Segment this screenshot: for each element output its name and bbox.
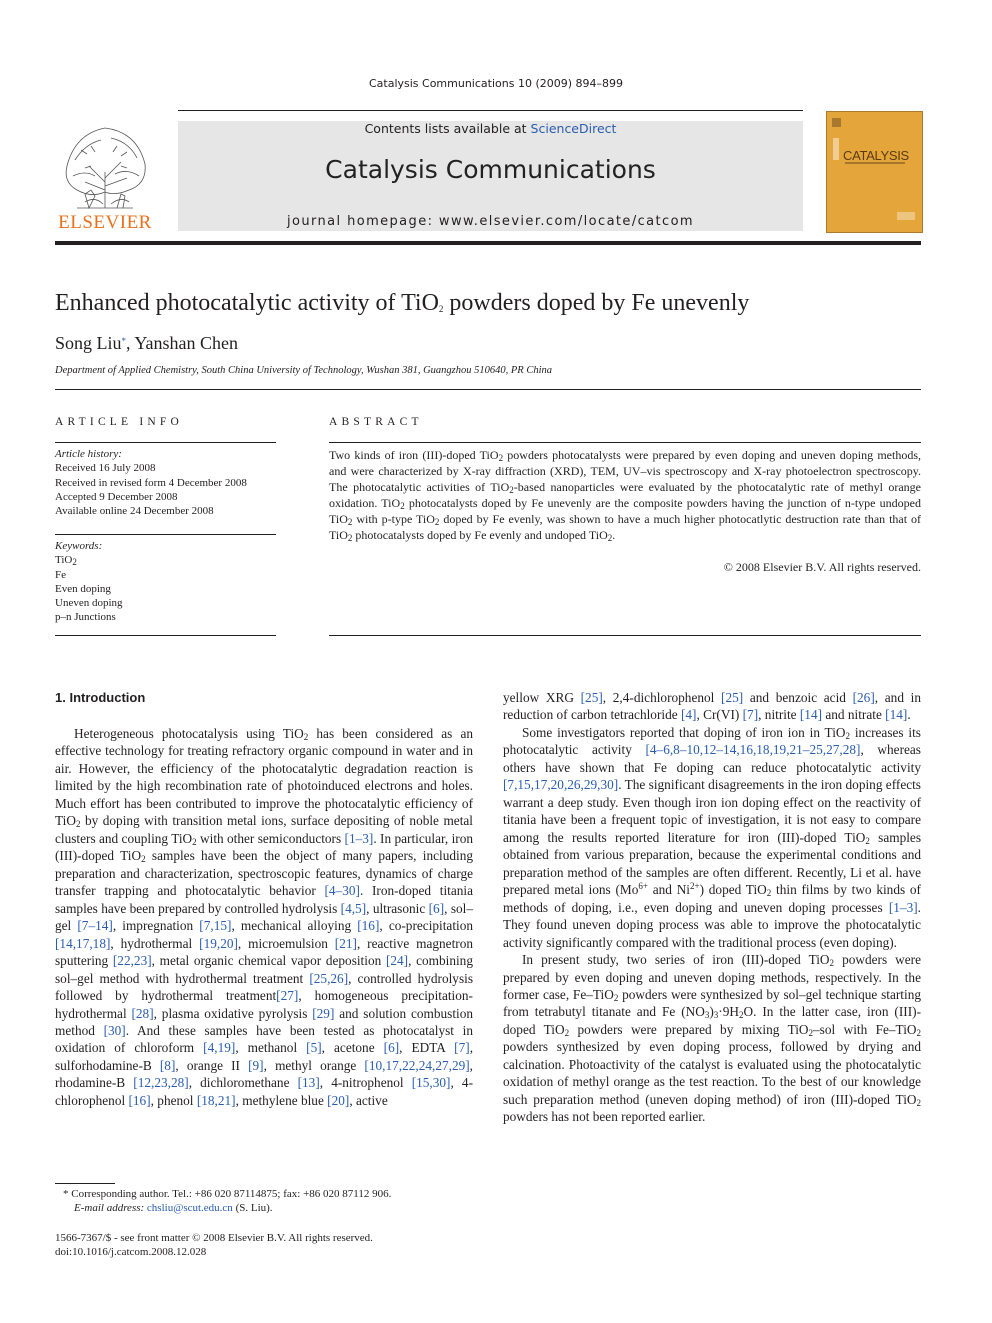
citation-link[interactable]: [15,30]	[411, 1075, 451, 1091]
article-history	[55, 447, 276, 518]
keyword: Even doping	[55, 582, 111, 595]
citation-link[interactable]: [7]	[742, 707, 759, 723]
history-item: Available online 24 December 2008	[55, 505, 214, 518]
keyword: TiO$_2$	[55, 554, 77, 568]
citation-link[interactable]: [16]	[357, 918, 380, 934]
article-info-heading: ARTICLE INFO	[55, 416, 183, 428]
keyword: Fe	[55, 568, 66, 581]
divider	[55, 635, 276, 636]
citation-link[interactable]: [30]	[103, 1022, 126, 1038]
contents-prefix: Contents lists available at	[364, 121, 531, 136]
divider	[55, 389, 921, 390]
article-title: Enhanced photocatalytic activity of TiO$_2$ powders doped by Fe unevenly	[55, 290, 750, 316]
citation-link[interactable]: [25]	[580, 690, 603, 705]
header-rule	[178, 110, 803, 111]
citation-link[interactable]: [26]	[852, 690, 875, 705]
citation-link[interactable]: [10,17,22,24,27,29]	[364, 1057, 470, 1073]
keyword: p–n Junctions	[55, 611, 116, 624]
corresponding-author-mark[interactable]: *	[121, 336, 127, 346]
divider	[55, 442, 276, 443]
body-paragraph: In present study, two series of iron (III)-doped TiO$_2$ powders were prepared by even doping and uneven doping methods, respectively. In the former case, Fe–TiO$_2$ powders were synthesized by sol–gel technique starting from tetrabutyl titanate and Fe $(NO_3)_3\cdot 9H_2O$. In the latter case, iron (III)-doped TiO$_2$ powders were prepared by mixing TiO$_2$–sol with Fe–TiO$_2$ powders synthesized by even doping process, followed by drying and calcination. Photoactivity of the catalyst is evaluated using the photocatalytic oxidation of methyl orange as the test reaction. To the best of our knowledge such preparation method (uneven doping method) of iron (III)-doped TiO$_2$ powders has not been reported earlier.	[503, 952, 922, 1125]
header-thick-rule	[55, 241, 921, 245]
divider	[55, 534, 276, 535]
author-name: Song Liu	[55, 333, 122, 353]
body-left-column	[55, 689, 473, 1109]
citation-link[interactable]: [1–3]	[888, 899, 918, 915]
citation-link[interactable]: [27]	[276, 988, 299, 1004]
citation-link[interactable]: [20]	[327, 1092, 350, 1108]
email-link[interactable]: chsliu@scut.edu.cn	[146, 1202, 233, 1214]
divider	[329, 442, 921, 443]
citation-link[interactable]: [9]	[248, 1057, 264, 1073]
cover-title: CATALYSIS	[843, 148, 909, 163]
footnote	[55, 1187, 475, 1215]
abstract-text: Two kinds of iron (III)-doped TiO$_2$ powders photocatalysts were prepared by even doping and uneven doping methods, and were characterized by X-ray diffraction (XRD), TEM, UV–vis spectroscopy and X-ray photoelectron spectroscopy. The photocatalytic activities of TiO$_2$-based nanoparticles were evaluated by the photocatalytic rate of methyl orange oxidation. TiO$_2$ photocatalysts doped by Fe unevenly are the composite powders having the junction of n-type undoped TiO$_2$ with p-type TiO$_2$ doped by Fe evenly, was shown to have a much higher photocatlytic destruction rate than that of TiO$_2$ photocatalysts doped by Fe evenly and undoped TiO$_2$.	[329, 448, 921, 544]
article-authors: Song Liu*, Yanshan Chen	[55, 333, 239, 353]
doi-line[interactable]: doi:10.1016/j.catcom.2008.12.028	[55, 1246, 207, 1258]
citation-link[interactable]: [6]	[383, 1040, 400, 1056]
author-name: Yanshan Chen	[134, 333, 239, 353]
journal-homepage-link[interactable]: journal homepage: www.elsevier.com/locate/catcom	[287, 214, 694, 229]
journal-masthead	[178, 121, 803, 231]
citation-link[interactable]: [22,23]	[112, 953, 152, 969]
section-heading: 1. Introduction	[55, 690, 146, 705]
citation-link[interactable]: [4,5]	[340, 900, 367, 916]
affiliation: Department of Applied Chemistry, South China University of Technology, Wushan 381, Guangzhou 510640, PR China	[55, 365, 552, 376]
citation-link[interactable]: [28]	[131, 1005, 154, 1021]
citation-link[interactable]: [4–6,8–10,12–14,16,18,19,21–25,27,28]	[645, 742, 861, 758]
body-paragraph: yellow XRG [25], 2,4-dichlorophenol [25] and benzoic acid [26], and in reduction of carbon tetrachloride [4], Cr(VI) [7], nitrite [14] and nitrate [14].	[503, 690, 921, 723]
citation-link[interactable]: [29]	[312, 1005, 335, 1021]
citation-link[interactable]: [4–30]	[324, 883, 360, 899]
citation-link[interactable]: [7,15,17,20,26,29,30]	[503, 777, 619, 793]
citation-link[interactable]: [25,26]	[309, 970, 349, 986]
abstract-heading: ABSTRACT	[329, 416, 423, 428]
journal-cover-image	[826, 111, 923, 233]
citation-link[interactable]: [16]	[128, 1092, 151, 1108]
history-item: Accepted 9 December 2008	[55, 490, 178, 503]
divider	[329, 635, 921, 636]
citation-link[interactable]: [4,19]	[203, 1040, 236, 1056]
corresponding-author-note: * Corresponding author. Tel.: +86 020 87114875; fax: +86 020 87112 906.	[63, 1188, 392, 1200]
citation-link[interactable]: [25]	[721, 690, 744, 705]
citation-link[interactable]: [1–3]	[344, 830, 374, 846]
citation-link[interactable]: [7]	[454, 1040, 470, 1056]
footnote-rule	[55, 1183, 115, 1184]
journal-title: Catalysis Communications	[325, 155, 656, 184]
citation-link[interactable]: [12,23,28]	[133, 1075, 189, 1091]
copyright: © 2008 Elsevier B.V. All rights reserved.	[723, 560, 921, 574]
citation-link[interactable]: [7–14]	[77, 918, 113, 934]
citation-link[interactable]: [14]	[799, 707, 823, 723]
email-line: E-mail address: chsliu@scut.edu.cn (S. Liu).	[74, 1202, 273, 1214]
keywords	[55, 539, 276, 625]
journal-citation: Catalysis Communications 10 (2009) 894–899	[368, 77, 624, 90]
citation-link[interactable]: [4]	[680, 707, 697, 723]
history-item: Received in revised form 4 December 2008	[55, 476, 247, 489]
body-paragraph: Heterogeneous photocatalysis using TiO$_2$ has been considered as an effective technology for treating refractory organic compound in water and in air. However, the efficiency of the photocatalytic degradation reaction is limited by the high recombination rate of photoinduced electrons and holes. Much effort has been contributed to improve the photocatalytic efficiency of TiO$_2$ by doping with transition metal ions, surface depositing of noble metal clusters and coupling TiO$_2$ with other semiconductors [1–3]. In particular, iron (III)-doped TiO$_2$ samples have been the object of many papers, including preparation and characterization, spectroscopic features, dynamics of charge transfer trapping and photocatalytic behavior [4–30]. Iron-doped titania samples have been prepared by controlled hydrolysis [4,5], ultrasonic [6], sol–gel [7–14], impregnation [7,15], mechanical alloying [16], co-precipitation [14,17,18], hydrothermal [19,20], microemulsion [21], reactive magnetron sputtering [22,23], metal organic chemical vapor deposition [24], combining sol–gel method with hydrothermal treatment [25,26], controlled hydrolysis followed by hydrothermal treatment[27], homogeneous precipitation-hydrothermal [28], plasma oxidative pyrolysis [29] and solution combustion method [30]. And these samples have been tested as photocatalyst in oxidation of chloroform [4,19], methanol [5], acetone [6], EDTA [7], sulforhodamine-B [8], orange II [9], methyl orange [10,17,22,24,27,29], rhodamine-B [12,23,28], dichloromethane [13], 4-nitrophenol [15,30], 4-chlorophenol [16], phenol [18,21], methylene blue [20], active	[55, 726, 474, 1108]
sciencedirect-link[interactable]: ScienceDirect	[530, 121, 617, 136]
citation-link[interactable]: [18,21]	[196, 1092, 236, 1108]
citation-link[interactable]: [7,15]	[199, 918, 232, 934]
citation-link[interactable]: [14]	[885, 707, 908, 723]
cover-graphic	[827, 112, 922, 232]
citation-link[interactable]: [6]	[428, 900, 445, 916]
keywords-label: Keywords:	[55, 540, 103, 552]
front-matter	[55, 1231, 373, 1259]
history-label: Article history:	[55, 448, 122, 460]
citation-link[interactable]: [14,17,18]	[55, 935, 111, 951]
elsevier-wordmark: ELSEVIER	[58, 212, 152, 233]
citation-link[interactable]: [21]	[334, 935, 357, 951]
issn-line: 1566-7367/$ - see front matter © 2008 Elsevier B.V. All rights reserved.	[55, 1232, 373, 1244]
contents-line	[178, 121, 803, 136]
citation-link[interactable]: [13]	[297, 1075, 320, 1091]
body-right-column	[503, 689, 921, 1126]
history-item: Received 16 July 2008	[55, 462, 156, 475]
citation-link[interactable]: [19,20]	[199, 935, 238, 951]
body-paragraph: Some investigators reported that doping of iron ion in TiO$_2$ increases its photocatalytic activity [4–6,8–10,12–14,16,18,19,21–25,27,28], whereas others have shown that Fe doping can reduce photocatalytic activity [7,15,17,20,26,29,30]. The significant disagreements in the iron doping effects warrant a deep study. Even though iron ion doping effect on the reactivity of titania have been a frequent topic of investigation, it is not easy to compare among the results reported literature for iron (III)-doped TiO$_2$ samples obtained from various preparation, because the experimental conditions and preparation method of the samples are often different. Recently, Li et al. have prepared metal ions ($Mo^{6+}$ and $Ni^{2+}$) doped TiO$_2$ thin films by two kinds of methods of doping, i.e., even doping and uneven doping processes [1–3]. They found uneven doping process was able to improve the photocatalytic activity significantly compared with the traditional process (even doping).	[503, 724, 921, 950]
citation-link[interactable]: [24]	[385, 953, 409, 969]
keyword: Uneven doping	[55, 597, 123, 610]
citation-link[interactable]: [5]	[306, 1040, 322, 1056]
citation-link[interactable]: [8]	[159, 1057, 176, 1073]
